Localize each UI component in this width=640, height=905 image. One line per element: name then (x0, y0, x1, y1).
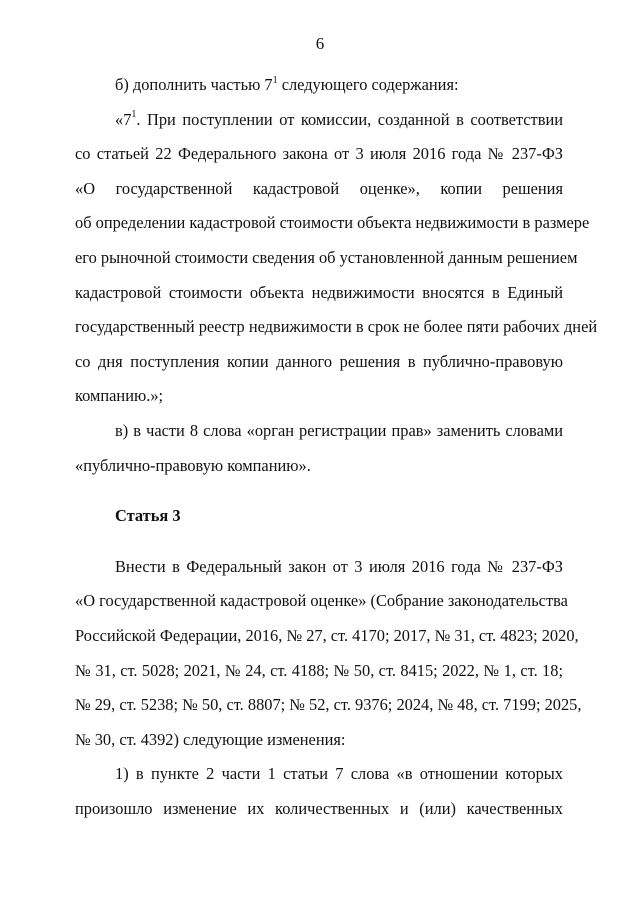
text-line: «О государственной кадастровой оценке», копии решения (75, 178, 563, 198)
text-line: 1) в пункте 2 части 1 статьи 7 слова «в отношении которых (115, 764, 563, 784)
text-line: Российской Федерации, 2016, № 27, ст. 4170; 2017, № 31, ст. 4823; 2020, (75, 625, 579, 645)
text-line: со дня поступления копии данного решения в публично-правовую (75, 351, 563, 371)
paragraph-item-b (75, 68, 563, 103)
text-line: № 31, ст. 5028; 2021, № 24, ст. 4188; № 50, ст. 8415; 2022, № 1, ст. 18; (75, 660, 563, 680)
text-line: государственный реестр недвижимости в срок не более пяти рабочих дней (75, 317, 598, 337)
text-line: со статьей 22 Федерального закона от 3 июля 2016 года № 237-ФЗ (75, 144, 563, 164)
text-line: в) в части 8 слова «орган регистрации прав» заменить словами (115, 420, 563, 440)
paragraph-item-1 (75, 757, 563, 826)
text-line: кадастровой стоимости объекта недвижимости вносятся в Единый (75, 282, 563, 302)
text-line: его рыночной стоимости сведения об установленной данным решением (75, 247, 578, 267)
text-line: «публично-правовую компанию». (75, 455, 311, 475)
article-heading: Статья 3 (115, 506, 181, 526)
text-line: № 29, ст. 5238; № 50, ст. 8807; № 52, ст. 9376; 2024, № 48, ст. 7199; 2025, (75, 695, 582, 715)
document-body (75, 68, 598, 826)
text-line: «О государственной кадастровой оценке» (Собрание законодательства (75, 591, 568, 611)
paragraph-part-7-1 (75, 103, 598, 414)
spacer (75, 483, 563, 499)
paragraph-item-v (75, 414, 563, 483)
text-line: об определении кадастровой стоимости объекта недвижимости в размере (75, 213, 590, 233)
paragraph-article-body (75, 550, 582, 758)
text-line: Внести в Федеральный закон от 3 июля 2016 года № 237-ФЗ (115, 556, 563, 576)
page-number: 6 (315, 34, 325, 53)
text-line: компанию.»; (75, 386, 164, 406)
text-line: «$7^1$. При поступлении от комиссии, созданной в соответствии (115, 109, 563, 129)
superscript: 1 (131, 109, 137, 121)
superscript: 1 (272, 74, 278, 86)
text-line: б) дополнить частью $7^1$ следующего содержания: (115, 74, 459, 94)
spacer (75, 534, 563, 550)
text-line: произошло изменение их количественных и (или) качественных (75, 798, 563, 818)
text-line: № 30, ст. 4392) следующие изменения: (75, 729, 346, 749)
